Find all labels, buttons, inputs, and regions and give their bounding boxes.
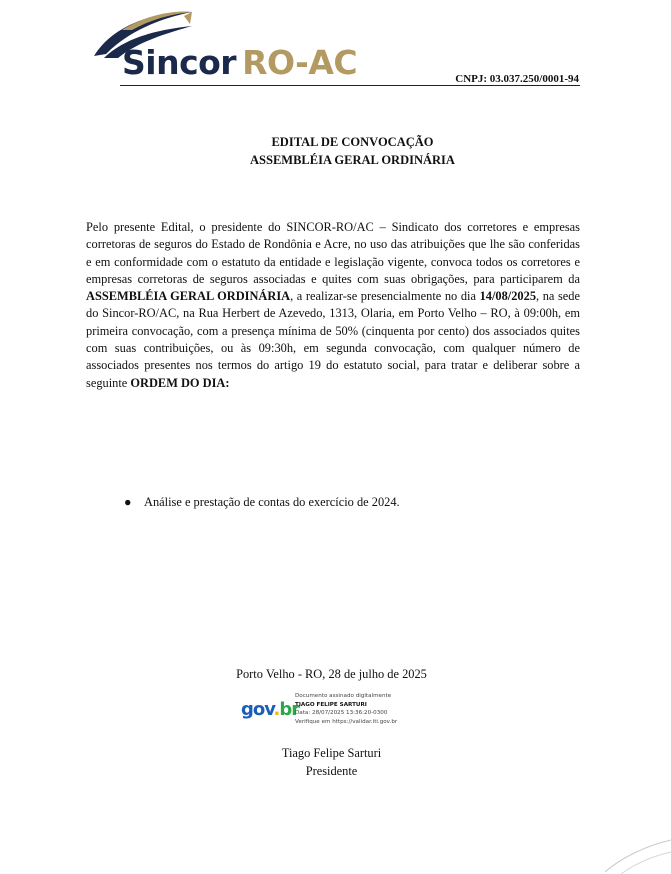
place-and-date: Porto Velho - RO, 28 de julho de 2025: [236, 667, 427, 681]
signature-date: Data: 28/07/2025 13:36:20-0300: [295, 710, 388, 717]
agenda-label: ORDEM DO DIA:: [130, 375, 230, 390]
signature-details: [295, 692, 397, 726]
paragraph-part-2: , a realizar-se presencialmente no dia: [290, 289, 480, 304]
digital-signer-name: TIAGO FELIPE SARTURI: [295, 701, 367, 708]
header-divider: [120, 85, 580, 86]
cnpj-number: CNPJ: 03.037.250/0001-94: [455, 73, 579, 85]
convocation-paragraph: [86, 219, 580, 392]
document-title: EDITAL DE CONVOCAÇÃO: [271, 135, 434, 149]
document-subtitle: ASSEMBLÉIA GERAL ORDINÁRIA: [250, 153, 455, 167]
verification-link[interactable]: Verifique em https://validar.iti.gov.br: [295, 718, 398, 725]
logo-region: RO-AC: [242, 43, 358, 82]
corner-decoration: [601, 824, 671, 874]
signer-name: Tiago Felipe Sarturi: [281, 746, 382, 760]
meeting-date: 14/08/2025: [479, 289, 537, 304]
signed-digitally-label: Documento assinado digitalmente: [295, 693, 392, 699]
assembly-name: ASSEMBLÉIA GERAL ORDINÁRIA: [86, 289, 291, 304]
agenda-item: Análise e prestação de contas do exercício de 2024.: [144, 495, 400, 509]
paragraph-part-3: , na sede do Sincor-RO/AC, na Rua Herbert de Azevedo, 1313, Olaria, em Porto Velho – RO, à 09:00h, em primeira convocação, com a presença mínima de 50% (cinquenta por cento) dos associados quites com suas contribuições, ou às 09:30h, em segunda convocação, com qualquer número de associados presentes nos termos do artigo 19 do estatuto social, para tratar e deliberar sobre a seguinte: [86, 289, 580, 390]
digital-signature-stamp: [240, 690, 440, 732]
govbr-logo: gov.br: [241, 699, 300, 720]
agenda-list: [124, 495, 400, 510]
signer-role: Presidente: [305, 764, 358, 778]
bullet-icon: ●: [124, 495, 132, 509]
letterhead: [0, 0, 671, 90]
paragraph-part-1: Pelo presente Edital, o presidente do SINCOR-RO/AC – Sindicato dos corretores e empresas corretoras de seguros do Estado de Rondônia e Acre, no uso das atribuições que lhe são conferidas e em conformidade com o estatuto da entidade e legislação vigente, convoca todos os corretores e empresas corretoras de seguros associadas e quites com suas obrigações, para participarem da: [86, 220, 580, 286]
logo-name: Sincor: [122, 43, 237, 82]
sincor-logo: [122, 43, 358, 82]
